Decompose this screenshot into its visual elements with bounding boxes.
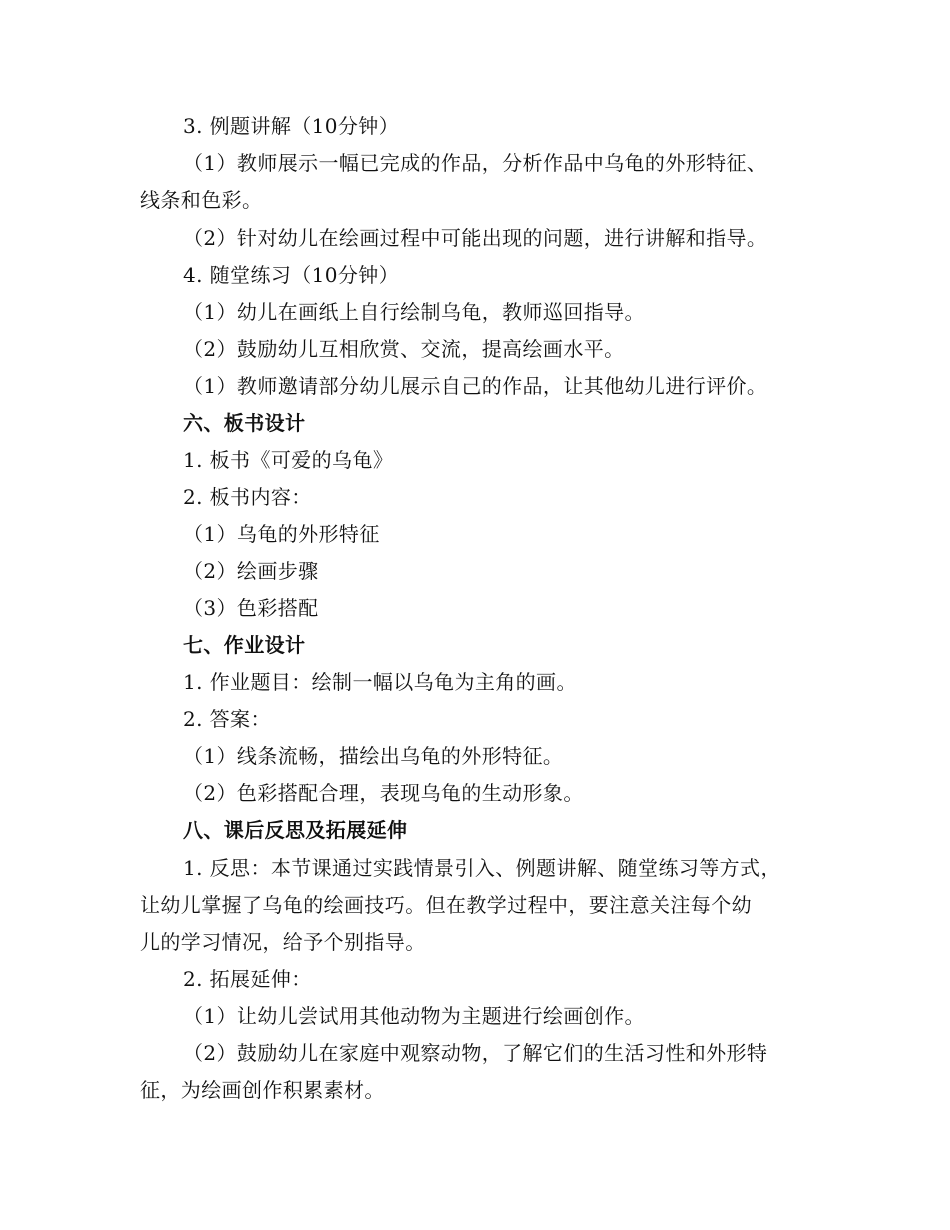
list-item: 2. 板书内容： [183, 485, 312, 509]
list-item: （1）让幼儿尝试用其他动物为主题进行绘画创作。 [183, 1004, 645, 1028]
section-heading: 七、作业设计 [183, 633, 306, 657]
list-item: 1. 作业题目：绘制一幅以乌龟为主角的画。 [183, 670, 577, 694]
list-item: （2）绘画步骤 [183, 559, 319, 583]
list-item: 1. 板书《可爱的乌龟》 [183, 448, 394, 472]
section-heading: 六、板书设计 [183, 411, 306, 435]
list-item: 征，为绘画创作积累素材。 [140, 1078, 385, 1102]
list-item: （2）鼓励幼儿在家庭中观察动物，了解它们的生活习性和外形特 [183, 1041, 768, 1065]
list-item: 3. 例题讲解（10分钟） [183, 114, 400, 138]
section-heading: 八、课后反思及拓展延伸 [183, 818, 408, 842]
list-item: （1）线条流畅，描绘出乌龟的外形特征。 [183, 744, 564, 768]
list-item: 2. 答案： [183, 707, 271, 731]
list-item: 儿的学习情况，给予个别指导。 [140, 930, 426, 954]
list-item: （2）鼓励幼儿互相欣赏、交流，提高绘画水平。 [183, 337, 625, 361]
list-item: （1）幼儿在画纸上自行绘制乌龟，教师巡回指导。 [183, 300, 645, 324]
list-item: （3）色彩搭配 [183, 596, 319, 620]
list-item: 1. 反思：本节课通过实践情景引入、例题讲解、随堂练习等方式， [183, 856, 781, 880]
list-item: （2）针对幼儿在绘画过程中可能出现的问题，进行讲解和指导。 [183, 226, 768, 250]
list-item: （1）教师展示一幅已完成的作品，分析作品中乌龟的外形特征、 [183, 151, 768, 175]
list-item: 线条和色彩。 [140, 188, 263, 212]
list-item: 让幼儿掌握了乌龟的绘画技巧。但在教学过程中，要注意关注每个幼 [140, 893, 752, 917]
list-item: （1）乌龟的外形特征 [183, 522, 380, 546]
list-item: 4. 随堂练习（10分钟） [183, 263, 400, 287]
list-item: 2. 拓展延伸： [183, 967, 312, 991]
list-item: （1）教师邀请部分幼儿展示自己的作品，让其他幼儿进行评价。 [183, 374, 768, 398]
list-item: （2）色彩搭配合理，表现乌龟的生动形象。 [183, 781, 584, 805]
